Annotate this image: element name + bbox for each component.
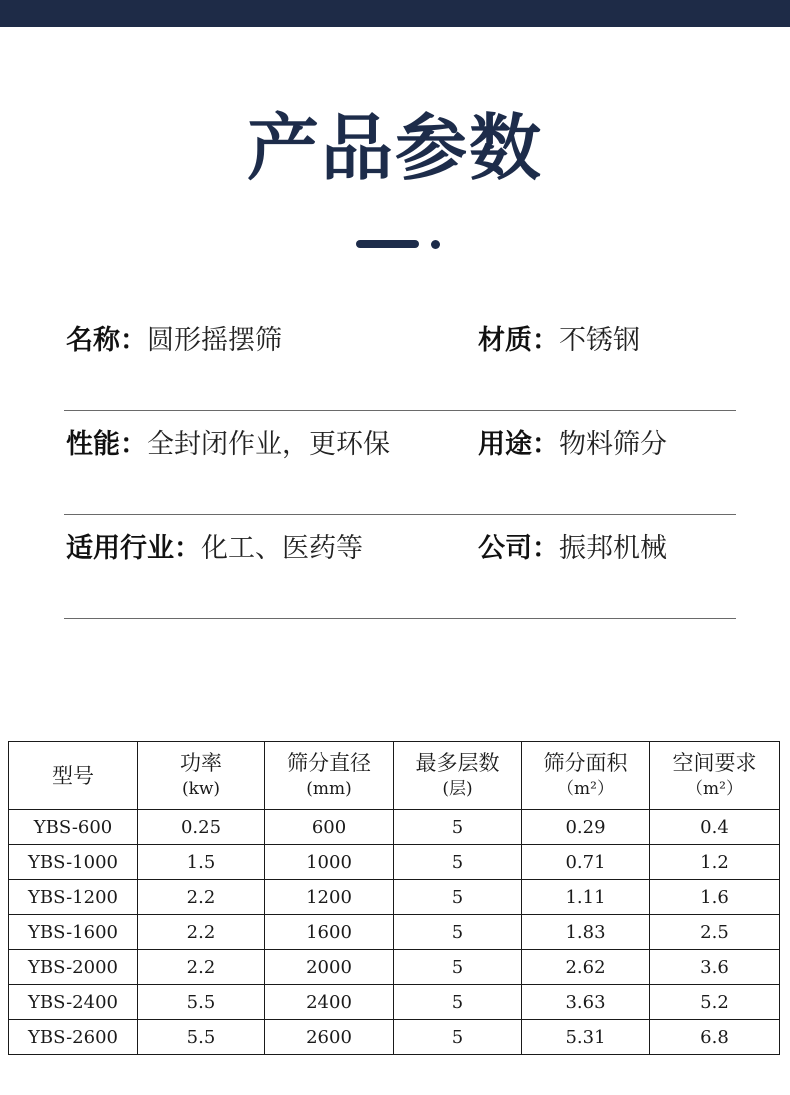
cell-space: 3.6 [650,950,780,985]
spec-label: 公司： [478,532,559,564]
cell-space: 2.5 [650,915,780,950]
header-unit: （m²） [557,778,614,799]
spec-row-2 [64,411,736,515]
cell-area: 0.29 [522,810,650,845]
spec-value: 全封闭作业，更环保 [147,428,390,460]
cell-area: 1.11 [522,880,650,915]
cell-space: 5.2 [650,985,780,1020]
table-row [9,985,780,1020]
spec-label: 性能： [66,428,147,460]
cell-power: 5.5 [138,985,265,1020]
cell-power: 2.2 [138,950,265,985]
spec-material [478,307,640,367]
cell-model: YBS-2000 [9,950,138,985]
spec-label: 名称： [66,324,147,356]
cell-layers: 5 [394,810,522,845]
cell-power: 2.2 [138,880,265,915]
cell-power: 0.25 [138,810,265,845]
header-unit: （m²） [686,778,743,799]
cell-space: 6.8 [650,1020,780,1055]
table-row [9,810,780,845]
cell-model: YBS-600 [9,810,138,845]
cell-model: YBS-1600 [9,915,138,950]
cell-diameter: 2400 [265,985,394,1020]
cell-model: YBS-2400 [9,985,138,1020]
cell-space: 1.6 [650,880,780,915]
spec-label: 适用行业： [66,532,201,564]
cell-diameter: 1600 [265,915,394,950]
spec-usage [478,411,667,471]
header-model: 型号 [9,742,138,810]
cell-power: 5.5 [138,1020,265,1055]
cell-diameter: 1000 [265,845,394,880]
cell-power: 1.5 [138,845,265,880]
cell-area: 1.83 [522,915,650,950]
spec-row-3 [64,515,736,619]
page-title: 产品参数 [246,106,543,190]
table-header-row [9,742,780,810]
spec-value: 圆形摇摆筛 [147,324,282,356]
cell-layers: 5 [394,845,522,880]
cell-area: 0.71 [522,845,650,880]
header-unit: (层) [442,778,473,799]
spec-company [478,515,667,575]
spec-value: 振邦机械 [559,532,667,564]
cell-diameter: 2600 [265,1020,394,1055]
table-row [9,845,780,880]
cell-layers: 5 [394,985,522,1020]
spec-performance [66,411,390,471]
spec-row-1 [64,307,736,411]
header-space: 空间要求 （m²） [650,742,780,810]
cell-diameter: 2000 [265,950,394,985]
cell-space: 0.4 [650,810,780,845]
cell-area: 3.63 [522,985,650,1020]
spec-name [66,307,282,367]
cell-space: 1.2 [650,845,780,880]
spec-label: 材质： [478,324,559,356]
cell-area: 2.62 [522,950,650,985]
title-underline-dash [356,240,419,248]
table-row [9,950,780,985]
spec-value: 不锈钢 [559,324,640,356]
spec-label: 用途： [478,428,559,460]
header-power: 功率 (kw) [138,742,265,810]
divider [64,618,736,619]
cell-model: YBS-1200 [9,880,138,915]
table-row [9,1020,780,1055]
parameter-table [8,741,780,1055]
header-unit: (mm) [306,778,352,799]
table-body [9,810,780,1055]
cell-model: YBS-1000 [9,845,138,880]
cell-layers: 5 [394,1020,522,1055]
spec-value: 物料筛分 [559,428,667,460]
cell-power: 2.2 [138,915,265,950]
cell-model: YBS-2600 [9,1020,138,1055]
cell-diameter: 600 [265,810,394,845]
cell-layers: 5 [394,880,522,915]
header-layers: 最多层数 (层) [394,742,522,810]
spec-industry [66,515,363,575]
cell-layers: 5 [394,950,522,985]
table-row [9,880,780,915]
top-banner-bar [0,0,790,27]
cell-area: 5.31 [522,1020,650,1055]
header-diameter: 筛分直径 (mm) [265,742,394,810]
table-row [9,915,780,950]
spec-value: 化工、医药等 [201,532,363,564]
cell-layers: 5 [394,915,522,950]
title-underline-dot [431,240,440,249]
header-area: 筛分面积 （m²） [522,742,650,810]
cell-diameter: 1200 [265,880,394,915]
header-unit: (kw) [181,778,221,799]
